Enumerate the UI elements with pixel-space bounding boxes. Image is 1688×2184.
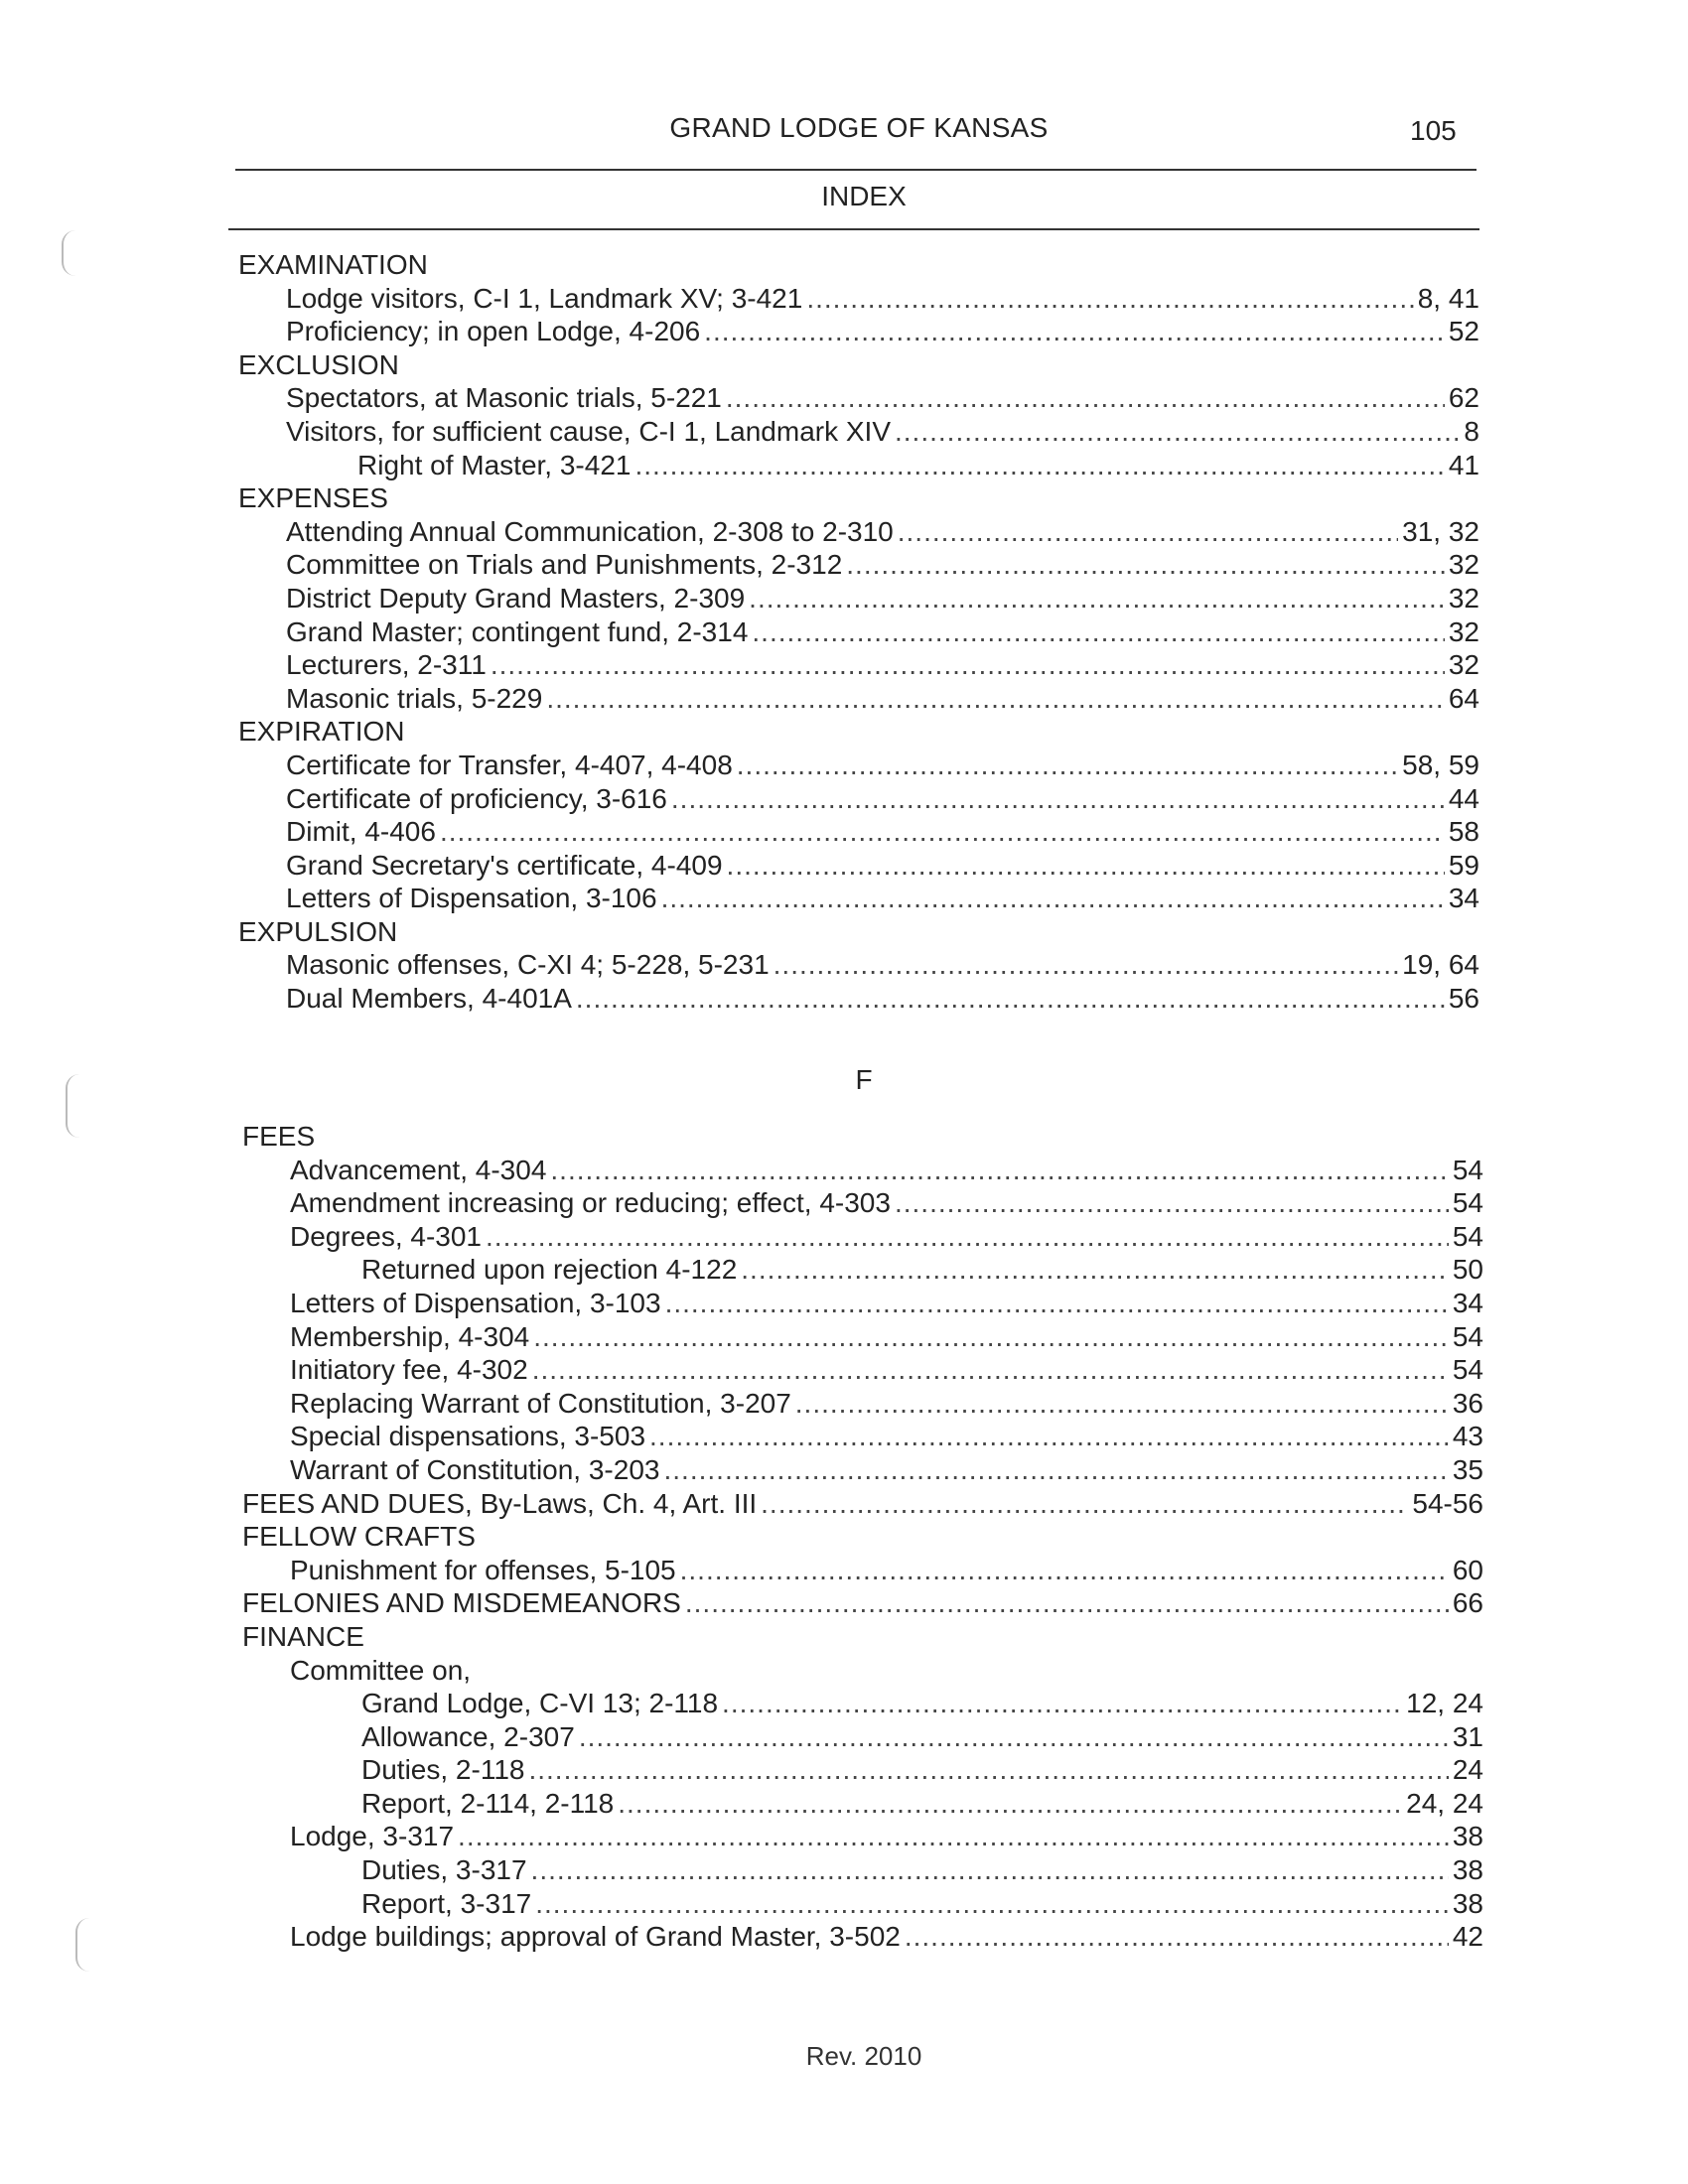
- index-entry: [238, 749, 1479, 782]
- entry-text: EXAMINATION: [238, 249, 428, 280]
- entry-text: Report, 2-114, 2-118: [361, 1787, 615, 1819]
- dot-leader: [846, 548, 1445, 582]
- index-entry: [238, 515, 1479, 549]
- entry-text: Lodge buildings; approval of Grand Master, 3-502: [290, 1921, 901, 1953]
- entry-page-ref: 24: [1452, 1754, 1483, 1786]
- dot-leader: [618, 1787, 1402, 1821]
- header-rule: [235, 169, 1477, 171]
- entry-text: FELONIES AND MISDEMEANORS: [242, 1587, 681, 1619]
- entry-text: Membership, 4-304: [290, 1320, 530, 1352]
- entry-page-ref: 31: [1452, 1720, 1483, 1752]
- dot-leader: [661, 882, 1445, 915]
- entry-text: EXCLUSION: [238, 348, 399, 380]
- index-heading: [242, 1586, 1483, 1620]
- entry-page-ref: 62: [1448, 382, 1479, 414]
- entry-text: EXPULSION: [238, 915, 398, 947]
- entry-text: Duties, 2-118: [361, 1754, 525, 1786]
- entry-page-ref: 8, 41: [1417, 282, 1479, 314]
- entry-page-ref: 54: [1452, 1320, 1483, 1352]
- entry-page-ref: 64: [1448, 682, 1479, 714]
- index-entry: [242, 1154, 1483, 1187]
- entry-text: Amendment increasing or reducing; effect, 4-303: [290, 1187, 891, 1219]
- entry-page-ref: 34: [1448, 883, 1479, 914]
- entry-page-ref: 41: [1448, 449, 1479, 480]
- dot-leader: [905, 1920, 1449, 1954]
- dot-leader: [752, 615, 1444, 649]
- index-section-f: [242, 1120, 1483, 1954]
- index-entry: [242, 1186, 1483, 1220]
- entry-text: Spectators, at Masonic trials, 5-221: [286, 382, 722, 414]
- dot-leader: [806, 282, 1413, 316]
- entry-page-ref: 54: [1452, 1220, 1483, 1252]
- dot-leader: [576, 982, 1445, 1016]
- dot-leader: [722, 1687, 1402, 1720]
- entry-page-ref: 44: [1448, 782, 1479, 814]
- dot-leader: [774, 948, 1399, 982]
- entry-page-ref: 59: [1448, 849, 1479, 881]
- index-entry: [238, 381, 1479, 415]
- entry-text: Committee on,: [290, 1654, 472, 1686]
- entry-page-ref: 38: [1452, 1854, 1483, 1886]
- entry-page-ref: 52: [1448, 316, 1479, 347]
- entry-text: Report, 3-317: [361, 1887, 532, 1919]
- dot-leader: [649, 1420, 1449, 1453]
- entry-page-ref: 54: [1452, 1354, 1483, 1386]
- index-entry: [242, 1387, 1483, 1421]
- entry-text: Proficiency; in open Lodge, 4-206: [286, 316, 701, 347]
- dot-leader: [898, 515, 1398, 549]
- dot-leader: [458, 1820, 1449, 1853]
- index-entry: [242, 1554, 1483, 1587]
- entry-text: EXPENSES: [238, 482, 388, 514]
- index-heading: [238, 715, 1479, 749]
- entry-text: Letters of Dispensation, 3-106: [286, 883, 657, 914]
- entry-page-ref: 54: [1452, 1154, 1483, 1185]
- index-entry: [242, 1453, 1483, 1487]
- index-entry: [242, 1420, 1483, 1453]
- dot-leader: [546, 682, 1445, 716]
- index-entry: [242, 1253, 1483, 1287]
- entry-page-ref: 32: [1448, 615, 1479, 647]
- dot-leader: [741, 1253, 1449, 1287]
- entry-text: Special dispensations, 3-503: [290, 1421, 646, 1452]
- entry-text: Attending Annual Communication, 2-308 to 2-310: [286, 515, 894, 547]
- index-heading: [238, 481, 1479, 515]
- entry-page-ref: 36: [1452, 1387, 1483, 1419]
- entry-text: Visitors, for sufficient cause, C-I 1, Landmark XIV: [286, 415, 891, 447]
- dot-leader: [663, 1453, 1448, 1487]
- section-rule: [228, 228, 1479, 230]
- dot-leader: [531, 1853, 1449, 1887]
- entry-text: FINANCE: [242, 1620, 364, 1652]
- dot-leader: [704, 315, 1445, 348]
- index-heading: [242, 1120, 1483, 1154]
- entry-text: Replacing Warrant of Constitution, 3-207: [290, 1387, 791, 1419]
- index-heading: [242, 1520, 1483, 1554]
- index-entry: [238, 315, 1479, 348]
- entry-text: Warrant of Constitution, 3-203: [290, 1453, 660, 1485]
- dot-leader: [671, 782, 1445, 816]
- entry-text: Committee on Trials and Punishments, 2-312: [286, 549, 843, 581]
- index-entry: [242, 1853, 1483, 1887]
- entry-page-ref: 38: [1452, 1821, 1483, 1852]
- entry-page-ref: 24, 24: [1406, 1787, 1483, 1819]
- entry-text: Masonic offenses, C-XI 4; 5-228, 5-231: [286, 949, 770, 981]
- index-entry: [238, 648, 1479, 682]
- index-entry: [242, 1353, 1483, 1387]
- index-entry: [242, 1320, 1483, 1354]
- index-entry: [242, 1220, 1483, 1254]
- dot-leader: [727, 849, 1445, 883]
- index-entry: [242, 1920, 1483, 1954]
- entry-page-ref: 42: [1452, 1921, 1483, 1953]
- entry-page-ref: 56: [1448, 983, 1479, 1015]
- dot-leader: [634, 449, 1444, 482]
- dot-leader: [579, 1720, 1449, 1754]
- dot-leader: [737, 749, 1398, 782]
- entry-text: FEES: [242, 1121, 316, 1152]
- dot-leader: [528, 1753, 1448, 1787]
- entry-page-ref: 32: [1448, 582, 1479, 614]
- index-heading: [238, 348, 1479, 382]
- entry-text: Right of Master, 3-421: [357, 449, 632, 480]
- index-entry: [242, 1820, 1483, 1853]
- entry-page-ref: 54-56: [1412, 1487, 1483, 1519]
- entry-text: Advancement, 4-304: [290, 1154, 547, 1185]
- entry-page-ref: 66: [1452, 1587, 1483, 1619]
- letter-heading: F: [855, 1064, 873, 1095]
- binder-mark: [75, 1918, 91, 1972]
- index-entry: [242, 1687, 1483, 1720]
- index-entry: [242, 1287, 1483, 1320]
- entry-page-ref: 43: [1452, 1421, 1483, 1452]
- index-entry: [238, 548, 1479, 582]
- index-entry: [238, 582, 1479, 615]
- entry-page-ref: 60: [1452, 1554, 1483, 1585]
- page-header-title: GRAND LODGE OF KANSAS: [669, 112, 1049, 143]
- index-entry: [238, 415, 1479, 449]
- entry-text: District Deputy Grand Masters, 2-309: [286, 582, 746, 614]
- entry-text: FELLOW CRAFTS: [242, 1521, 476, 1553]
- index-heading: [242, 1620, 1483, 1654]
- entry-text: Duties, 3-317: [361, 1854, 527, 1886]
- index-entry: [242, 1753, 1483, 1787]
- dot-leader: [440, 815, 1445, 849]
- entry-text: Punishment for offenses, 5-105: [290, 1554, 676, 1585]
- entry-text: Allowance, 2-307: [361, 1720, 575, 1752]
- index-entry: [238, 849, 1479, 883]
- index-entry: [242, 1787, 1483, 1821]
- binder-mark: [66, 1074, 81, 1138]
- entry-page-ref: 50: [1452, 1254, 1483, 1286]
- index-entry: [238, 682, 1479, 716]
- dot-leader: [726, 381, 1445, 415]
- entry-text: Dual Members, 4-401A: [286, 983, 572, 1015]
- entry-page-ref: 32: [1448, 649, 1479, 681]
- index-heading: [238, 248, 1479, 282]
- dot-leader: [761, 1487, 1408, 1521]
- index-heading: [242, 1487, 1483, 1521]
- entry-page-ref: 35: [1452, 1453, 1483, 1485]
- entry-text: Grand Secretary's certificate, 4-409: [286, 849, 723, 881]
- dot-leader: [550, 1154, 1448, 1187]
- entry-page-ref: 12, 24: [1406, 1688, 1483, 1719]
- index-entry: [242, 1887, 1483, 1921]
- index-entry: [238, 282, 1479, 316]
- entry-page-ref: 58: [1448, 816, 1479, 848]
- entry-text: Lecturers, 2-311: [286, 649, 487, 681]
- page-number: 105: [1410, 115, 1457, 146]
- dot-leader: [795, 1387, 1449, 1421]
- dot-leader: [895, 415, 1460, 449]
- dot-leader: [533, 1320, 1449, 1354]
- index-entry: [238, 882, 1479, 915]
- dot-leader: [749, 582, 1445, 615]
- dot-leader: [532, 1353, 1449, 1387]
- entry-page-ref: 8: [1464, 415, 1479, 447]
- entry-page-ref: 32: [1448, 549, 1479, 581]
- dot-leader: [486, 1220, 1449, 1254]
- entry-text: Certificate of proficiency, 3-616: [286, 782, 667, 814]
- index-entry: [238, 815, 1479, 849]
- entry-page-ref: 34: [1452, 1287, 1483, 1318]
- index-entry: [242, 1720, 1483, 1754]
- binder-mark: [62, 230, 77, 276]
- dot-leader: [895, 1186, 1449, 1220]
- entry-text: Degrees, 4-301: [290, 1220, 483, 1252]
- entry-text: Dimit, 4-406: [286, 816, 436, 848]
- page-footer: Rev. 2010: [805, 2041, 922, 2071]
- index-entry: [238, 982, 1479, 1016]
- index-entry: [242, 1654, 1483, 1688]
- entry-page-ref: 38: [1452, 1887, 1483, 1919]
- entry-text: Lodge, 3-317: [290, 1821, 455, 1852]
- entry-text: EXPIRATION: [238, 716, 405, 748]
- index-entry: [238, 449, 1479, 482]
- entry-text: Certificate for Transfer, 4-407, 4-408: [286, 749, 733, 780]
- entry-page-ref: 19, 64: [1402, 949, 1479, 981]
- entry-text: Initiatory fee, 4-302: [290, 1354, 528, 1386]
- entry-text: Grand Lodge, C-VI 13; 2-118: [361, 1688, 719, 1719]
- entry-text: Grand Master; contingent fund, 2-314: [286, 615, 749, 647]
- entry-text: Returned upon rejection 4-122: [361, 1254, 738, 1286]
- entry-text: Lodge visitors, C-I 1, Landmark XV; 3-421: [286, 282, 803, 314]
- index-heading: [238, 915, 1479, 949]
- entry-text: Masonic trials, 5-229: [286, 682, 543, 714]
- section-title: INDEX: [821, 181, 907, 211]
- index-entry: [238, 615, 1479, 649]
- entry-page-ref: 54: [1452, 1187, 1483, 1219]
- dot-leader: [685, 1586, 1449, 1620]
- dot-leader: [680, 1554, 1449, 1587]
- entry-text: FEES AND DUES, By-Laws, Ch. 4, Art. III: [242, 1487, 758, 1519]
- index-section-e: [238, 248, 1479, 1016]
- entry-page-ref: 31, 32: [1402, 515, 1479, 547]
- dot-leader: [491, 648, 1445, 682]
- entry-text: Letters of Dispensation, 3-103: [290, 1287, 661, 1318]
- index-entry: [238, 782, 1479, 816]
- entry-page-ref: 58, 59: [1402, 749, 1479, 780]
- dot-leader: [535, 1887, 1449, 1921]
- index-entry: [238, 948, 1479, 982]
- dot-leader: [665, 1287, 1449, 1320]
